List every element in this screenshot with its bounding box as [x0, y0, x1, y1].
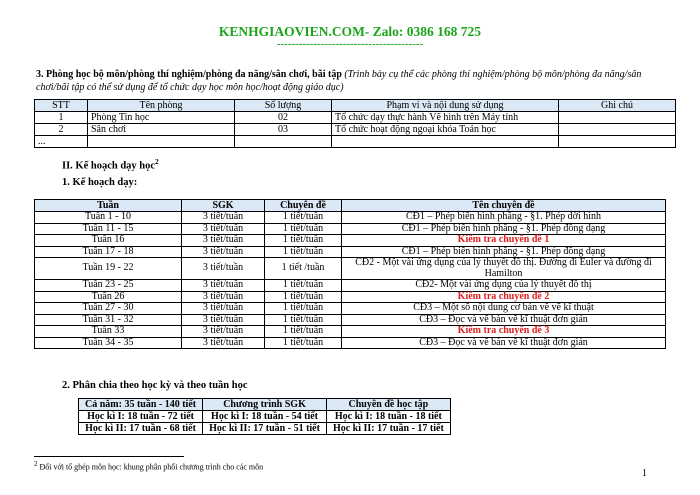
table-row: [35, 112, 676, 124]
table-row: [35, 291, 666, 303]
cell: [332, 136, 559, 148]
week-cell: Tuần 11 - 15: [35, 223, 182, 235]
topic-name-cell: CĐ3 – Một số nội dung cơ bản về vẽ kĩ thuật: [342, 303, 666, 315]
col-topic-periods: Chuyên đề: [265, 200, 342, 212]
topic-name-cell: CĐ2 - Một vài ứng dụng của lý thuyết đồ thị. Đường đi Euler và đường đi Hamilton: [342, 258, 666, 280]
sgk-cell: 3 tiết/tuần: [182, 337, 265, 349]
plan-subheading: 1. Kế hoạch dạy:: [62, 177, 138, 188]
cell: Tổ chức dạy thực hành Vẽ hình trên Máy tính: [332, 112, 559, 124]
week-cell: Tuần 33: [35, 326, 182, 338]
sgk-cell: 3 tiết/tuần: [182, 212, 265, 224]
cell: Phòng Tin học: [88, 112, 235, 124]
cell: [88, 136, 235, 148]
banner-divider: ----------------------------------------: [276, 38, 424, 50]
sgk-cell: 3 tiết/tuần: [182, 246, 265, 258]
table-row: [35, 303, 666, 315]
sgk-cell: 3 tiết/tuần: [182, 223, 265, 235]
sgk-cell: 3 tiết/tuần: [182, 235, 265, 247]
col-stt: STT: [35, 100, 88, 112]
sgk-cell: 3 tiết/tuần: [182, 303, 265, 315]
plan-table-body: [35, 212, 666, 349]
topic-periods-cell: 1 tiết/tuần: [265, 212, 342, 224]
table-row: [79, 423, 451, 435]
table-row: [35, 258, 666, 280]
semester-table-header: [79, 399, 451, 411]
col-quantity: Số lượng: [235, 100, 332, 112]
col-week: Tuần: [35, 200, 182, 212]
section-3-note: (Trình bày cụ thể các phòng thí nghiệm/phòng bộ môn/phòng đa năng/sân chơi/bãi tập có thể sử dụng để tổ chức dạy học môn học/hoạt động giáo dục): [36, 69, 642, 93]
topic-name-cell: CĐ3 – Đọc và vẽ bản vẽ kĩ thuật đơn giản: [342, 337, 666, 349]
cell: Học kì I: 18 tuần - 72 tiết: [79, 411, 203, 423]
col-room-name: Tên phòng: [88, 100, 235, 112]
col-note: Ghi chú: [559, 100, 676, 112]
rooms-table-header: [35, 100, 676, 112]
cell: [235, 136, 332, 148]
table-row: [35, 212, 666, 224]
teaching-plan-table: [34, 199, 666, 349]
cell: Tổ chức hoạt động ngoại khóa Toán học: [332, 124, 559, 136]
cell: [559, 124, 676, 136]
table-row: [79, 411, 451, 423]
sgk-cell: 3 tiết/tuần: [182, 326, 265, 338]
topic-periods-cell: 1 tiết/tuần: [265, 280, 342, 292]
topic-periods-cell: 1 tiết/tuần: [265, 326, 342, 338]
week-cell: Tuần 1 - 10: [35, 212, 182, 224]
topic-periods-cell: 1 tiết/tuần: [265, 314, 342, 326]
table-row: [35, 337, 666, 349]
footnote-divider: [34, 456, 184, 457]
topic-name-cell: CĐ1 – Phép biến hình phẳng - §1. Phép đồng dạng: [342, 223, 666, 235]
cell: [559, 136, 676, 148]
cell: [559, 112, 676, 124]
topic-periods-cell: 1 tiết/tuần: [265, 246, 342, 258]
topic-periods-cell: 1 tiết/tuần: [265, 303, 342, 315]
table-row: [35, 235, 666, 247]
sgk-cell: 3 tiết/tuần: [182, 258, 265, 280]
week-cell: Tuần 23 - 25: [35, 280, 182, 292]
week-cell: Tuần 16: [35, 235, 182, 247]
col-program: Chương trình SGK: [203, 399, 327, 411]
table-row: [35, 124, 676, 136]
table-row: [35, 246, 666, 258]
topic-name-cell: Kiểm tra chuyên đề 3: [342, 326, 666, 338]
plan-table-header: [35, 200, 666, 212]
cell: ...: [35, 136, 88, 148]
footnote: [34, 460, 263, 472]
table-row: [35, 326, 666, 338]
footnote-text: Đối với tổ ghép môn học: khung phân phối chương trình cho các môn: [37, 462, 264, 472]
section-2-title: II. Kế hoạch dạy học: [62, 160, 156, 172]
semester-table: [78, 398, 451, 435]
table-row: [35, 223, 666, 235]
col-topics: Chuyên đề học tập: [326, 399, 450, 411]
cell: 02: [235, 112, 332, 124]
rooms-table: [34, 99, 676, 148]
week-cell: Tuần 19 - 22: [35, 258, 182, 280]
sgk-cell: 3 tiết/tuần: [182, 314, 265, 326]
cell: 2: [35, 124, 88, 136]
col-scope: Phạm vi và nội dung sử dụng: [332, 100, 559, 112]
week-cell: Tuần 31 - 32: [35, 314, 182, 326]
sgk-cell: 3 tiết/tuần: [182, 280, 265, 292]
table-row: [35, 136, 676, 148]
site-banner-title: KENHGIAOVIEN.COM- Zalo: 0386 168 725: [218, 24, 482, 39]
cell: Học kì II: 17 tuần - 68 tiết: [79, 423, 203, 435]
topic-name-cell: CĐ1 – Phép biến hình phẳng - §1. Phép đồng dạng: [342, 246, 666, 258]
topic-periods-cell: 1 tiết /tuần: [265, 258, 342, 280]
cell: Học kì II: 17 tuần - 17 tiết: [326, 423, 450, 435]
table-row: [35, 280, 666, 292]
footnote-ref: 2: [155, 158, 159, 166]
topic-name-cell: CĐ3 – Đọc và vẽ bản vẽ kĩ thuật đơn giản: [342, 314, 666, 326]
topic-name-cell: Kiểm tra chuyên đề 2: [342, 291, 666, 303]
topic-name-cell: CĐ2- Một vài ứng dụng của lý thuyết đồ thị: [342, 280, 666, 292]
footnote-number: 2: [34, 460, 38, 468]
topic-periods-cell: 1 tiết/tuần: [265, 291, 342, 303]
cell: 1: [35, 112, 88, 124]
col-year: Cả năm: 35 tuần - 140 tiết: [79, 399, 203, 411]
col-sgk: SGK: [182, 200, 265, 212]
cell: Học kì II: 17 tuần - 51 tiết: [203, 423, 327, 435]
sgk-cell: 3 tiết/tuần: [182, 291, 265, 303]
cell: Học kì I: 18 tuần - 54 tiết: [203, 411, 327, 423]
week-cell: Tuần 17 - 18: [35, 246, 182, 258]
section-3-title: 3. Phòng học bộ môn/phòng thí nghiệm/phòng đa năng/sân chơi, bãi tập: [36, 69, 342, 80]
cell: 03: [235, 124, 332, 136]
topic-periods-cell: 1 tiết/tuần: [265, 223, 342, 235]
table-row: [35, 314, 666, 326]
week-cell: Tuần 26: [35, 291, 182, 303]
section-2-heading: [62, 158, 159, 172]
page-number: 1: [642, 468, 647, 479]
cell: Học kì I: 18 tuần - 18 tiết: [326, 411, 450, 423]
topic-periods-cell: 1 tiết/tuần: [265, 337, 342, 349]
semester-subheading: 2. Phân chia theo học kỳ và theo tuần học: [62, 380, 248, 391]
topic-name-cell: CĐ1 – Phép biến hình phẳng - §1. Phép dời hình: [342, 212, 666, 224]
week-cell: Tuần 27 - 30: [35, 303, 182, 315]
week-cell: Tuần 34 - 35: [35, 337, 182, 349]
section-3-heading: [36, 68, 676, 94]
topic-periods-cell: 1 tiết/tuần: [265, 235, 342, 247]
topic-name-cell: Kiểm tra chuyên đề 1: [342, 235, 666, 247]
cell: Sân chơi: [88, 124, 235, 136]
col-topic-name: Tên chuyên đề: [342, 200, 666, 212]
